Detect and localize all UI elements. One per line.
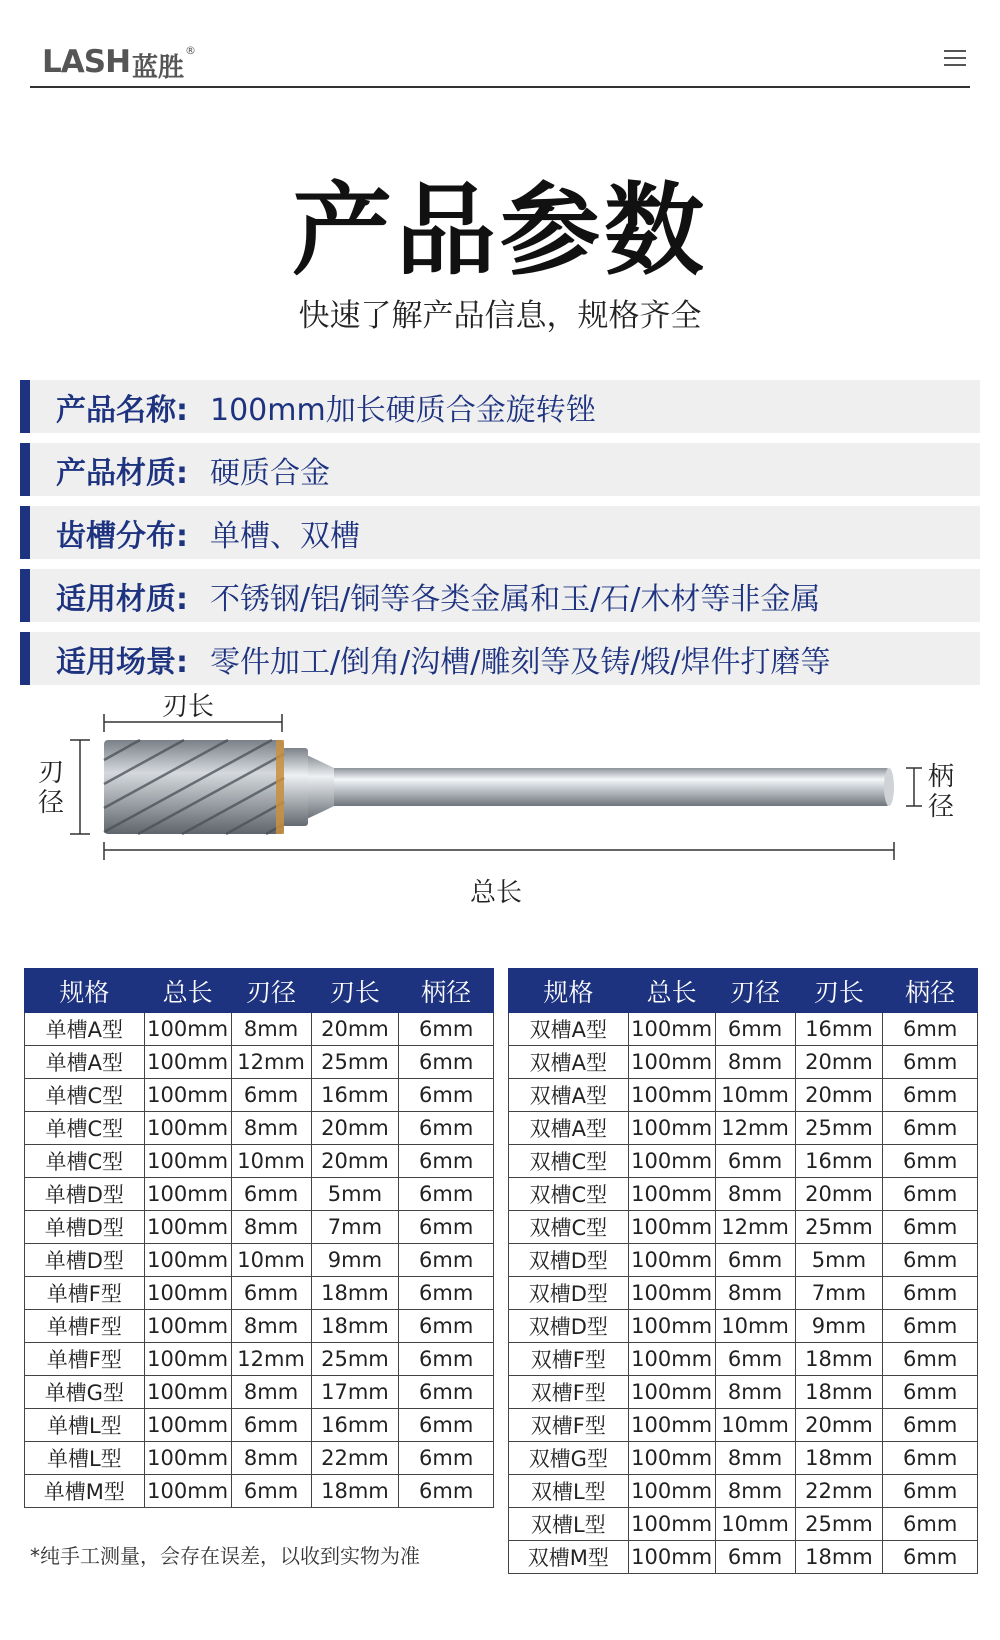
table-cell: 6mm [883,1046,978,1079]
table-cell: 6mm [883,1310,978,1343]
table-cell: 双槽G型 [509,1442,629,1475]
table-cell: 6mm [399,1244,494,1277]
table-cell: 12mm [231,1343,311,1376]
table-cell: 7mm [311,1211,399,1244]
measurement-note: *纯手工测量，会存在误差，以收到实物为准 [30,1544,420,1568]
table-cell: 6mm [715,1244,795,1277]
table-row [509,1211,978,1244]
table-cell: 100mm [628,1079,715,1112]
logo-chinese-text: 蓝胜 [132,53,185,83]
table-cell: 6mm [399,1277,494,1310]
table-cell: 100mm [628,1178,715,1211]
table-row [25,1376,494,1409]
table-cell: 20mm [795,1178,883,1211]
table-row [25,1178,494,1211]
table-cell: 18mm [795,1376,883,1409]
table-cell: 18mm [795,1343,883,1376]
table-row [25,1442,494,1475]
table-cell: 双槽A型 [509,1079,629,1112]
table-cell: 6mm [883,1112,978,1145]
table-cell: 单槽D型 [25,1178,145,1211]
column-header-spec: 规格 [509,969,629,1013]
table-cell: 100mm [628,1046,715,1079]
table-cell: 100mm [144,1343,231,1376]
table-cell: 25mm [795,1211,883,1244]
column-header-blade-length: 刃长 [795,969,883,1013]
table-cell: 单槽F型 [25,1310,145,1343]
table-cell: 100mm [144,1079,231,1112]
table-cell: 9mm [311,1244,399,1277]
table-cell: 16mm [311,1409,399,1442]
table-cell: 100mm [144,1244,231,1277]
table-cell: 10mm [715,1310,795,1343]
table-cell: 6mm [399,1310,494,1343]
table-cell: 12mm [715,1112,795,1145]
table-cell: 100mm [628,1475,715,1508]
table-cell: 单槽C型 [25,1145,145,1178]
table-cell: 100mm [144,1112,231,1145]
column-header-spec: 规格 [25,969,145,1013]
table-cell: 10mm [231,1145,311,1178]
table-cell: 6mm [399,1112,494,1145]
table-cell: 6mm [231,1079,311,1112]
info-key: 适用场景: [56,644,188,680]
table-row [25,1211,494,1244]
table-cell: 100mm [144,1310,231,1343]
table-cell: 100mm [144,1442,231,1475]
table-cell: 6mm [883,1277,978,1310]
table-row [509,1442,978,1475]
table-row [25,1046,494,1079]
table-cell: 9mm [795,1310,883,1343]
table-cell: 8mm [715,1046,795,1079]
table-cell: 6mm [883,1145,978,1178]
table-cell: 20mm [311,1145,399,1178]
table-cell: 8mm [231,1310,311,1343]
table-cell: 单槽D型 [25,1211,145,1244]
table-cell: 6mm [399,1376,494,1409]
table-cell: 双槽A型 [509,1013,629,1046]
table-header-row [509,969,978,1013]
table-cell: 8mm [231,1211,311,1244]
table-cell: 单槽C型 [25,1112,145,1145]
table-cell: 单槽L型 [25,1442,145,1475]
column-header-blade-length: 刃长 [311,969,399,1013]
table-cell: 16mm [795,1145,883,1178]
column-header-total-length: 总长 [144,969,231,1013]
table-cell: 8mm [231,1013,311,1046]
table-cell: 16mm [311,1079,399,1112]
table-cell: 6mm [883,1376,978,1409]
table-cell: 6mm [883,1442,978,1475]
table-cell: 22mm [311,1442,399,1475]
table-cell: 6mm [231,1475,311,1508]
table-cell: 6mm [883,1508,978,1541]
table-cell: 100mm [144,1013,231,1046]
table-cell: 8mm [231,1112,311,1145]
table-cell: 100mm [628,1409,715,1442]
product-info-list [20,380,980,695]
table-cell: 双槽L型 [509,1475,629,1508]
table-cell: 100mm [628,1145,715,1178]
table-cell: 20mm [795,1046,883,1079]
table-cell: 6mm [883,1475,978,1508]
table-cell: 100mm [628,1211,715,1244]
logo-latin-text: LASH [42,44,131,80]
table-cell: 18mm [311,1310,399,1343]
table-row [25,1013,494,1046]
table-cell: 双槽F型 [509,1409,629,1442]
table-cell: 12mm [715,1211,795,1244]
table-cell: 100mm [144,1145,231,1178]
table-header-row [25,969,494,1013]
table-cell: 6mm [231,1409,311,1442]
table-cell: 单槽C型 [25,1079,145,1112]
table-cell: 8mm [715,1376,795,1409]
table-cell: 10mm [715,1409,795,1442]
table-cell: 7mm [795,1277,883,1310]
table-cell: 25mm [311,1343,399,1376]
table-cell: 100mm [144,1211,231,1244]
table-row [25,1409,494,1442]
info-value: 零件加工/倒角/沟槽/雕刻等及铸/煅/焊件打磨等 [210,644,831,680]
table-cell: 12mm [231,1046,311,1079]
table-row [25,1310,494,1343]
table-cell: 6mm [399,1145,494,1178]
table-cell: 6mm [399,1013,494,1046]
table-row [25,1079,494,1112]
table-cell: 100mm [628,1541,715,1574]
table-cell: 100mm [144,1409,231,1442]
table-cell: 100mm [144,1376,231,1409]
table-cell: 单槽D型 [25,1244,145,1277]
registered-mark: ® [185,44,197,57]
info-value: 100mm加长硬质合金旋转锉 [210,392,596,428]
table-cell: 双槽A型 [509,1112,629,1145]
brand-logo[interactable] [42,44,196,84]
info-row-flute [20,506,980,559]
table-cell: 双槽D型 [509,1277,629,1310]
total-length-label: 总长 [470,878,523,908]
table-cell: 8mm [715,1178,795,1211]
table-cell: 单槽A型 [25,1013,145,1046]
table-cell: 18mm [795,1541,883,1574]
column-header-shank-diameter: 柄径 [399,969,494,1013]
table-cell: 5mm [795,1244,883,1277]
single-flute-spec-table [24,968,494,1508]
table-cell: 8mm [715,1442,795,1475]
info-value: 硬质合金 [210,455,330,491]
table-cell: 25mm [795,1508,883,1541]
table-cell: 6mm [399,1343,494,1376]
column-header-blade-diameter: 刃径 [715,969,795,1013]
table-row [25,1244,494,1277]
table-row [509,1046,978,1079]
blade-diameter-label-2: 径 [38,788,65,818]
table-cell: 5mm [311,1178,399,1211]
info-key: 产品名称: [56,392,188,428]
table-row [509,1013,978,1046]
table-cell: 10mm [715,1508,795,1541]
table-cell: 双槽C型 [509,1145,629,1178]
page-title: 产品参数 [292,172,708,289]
info-row-material [20,443,980,496]
table-cell: 18mm [311,1277,399,1310]
table-row [25,1277,494,1310]
table-cell: 6mm [883,1079,978,1112]
table-cell: 20mm [795,1409,883,1442]
column-header-shank-diameter: 柄径 [883,969,978,1013]
table-row [509,1178,978,1211]
table-cell: 100mm [628,1442,715,1475]
table-cell: 双槽A型 [509,1046,629,1079]
table-cell: 6mm [715,1343,795,1376]
table-cell: 100mm [144,1046,231,1079]
table-cell: 6mm [883,1244,978,1277]
table-row [509,1376,978,1409]
table-row [509,1112,978,1145]
table-cell: 100mm [628,1112,715,1145]
table-cell: 22mm [795,1475,883,1508]
table-cell: 单槽A型 [25,1046,145,1079]
table-cell: 17mm [311,1376,399,1409]
table-cell: 6mm [715,1541,795,1574]
table-cell: 20mm [311,1013,399,1046]
table-cell: 100mm [628,1277,715,1310]
table-row [509,1277,978,1310]
table-cell: 双槽D型 [509,1310,629,1343]
table-cell: 100mm [628,1310,715,1343]
info-row-name [20,380,980,433]
table-cell: 8mm [231,1442,311,1475]
table-cell: 10mm [715,1079,795,1112]
table-cell: 6mm [883,1013,978,1046]
blade-diameter-label-1: 刃 [38,758,65,788]
info-value: 不锈钢/铝/铜等各类金属和玉/石/木材等非金属 [210,581,821,617]
info-key: 产品材质: [56,455,188,491]
table-cell: 双槽F型 [509,1343,629,1376]
double-flute-spec-table [508,968,978,1574]
table-row [509,1310,978,1343]
table-cell: 6mm [715,1013,795,1046]
table-cell: 6mm [883,1343,978,1376]
info-value: 单槽、双槽 [210,518,360,554]
table-cell: 6mm [883,1541,978,1574]
info-row-applicable-material [20,569,980,622]
table-cell: 100mm [144,1277,231,1310]
table-cell: 18mm [795,1442,883,1475]
table-cell: 20mm [795,1079,883,1112]
table-cell: 100mm [628,1244,715,1277]
table-row [25,1475,494,1508]
table-row [509,1145,978,1178]
table-cell: 双槽C型 [509,1211,629,1244]
table-cell: 6mm [399,1442,494,1475]
table-cell: 6mm [231,1277,311,1310]
shank-diameter-label-2: 径 [928,792,955,822]
table-cell: 6mm [399,1079,494,1112]
table-cell: 6mm [883,1409,978,1442]
table-cell: 20mm [311,1112,399,1145]
table-cell: 25mm [795,1112,883,1145]
table-cell: 双槽C型 [509,1178,629,1211]
table-cell: 8mm [715,1475,795,1508]
info-key: 适用材质: [56,581,188,617]
table-cell: 100mm [628,1508,715,1541]
table-cell: 6mm [883,1211,978,1244]
table-row [509,1508,978,1541]
table-cell: 100mm [628,1343,715,1376]
table-cell: 6mm [231,1178,311,1211]
table-cell: 双槽D型 [509,1244,629,1277]
table-cell: 100mm [144,1178,231,1211]
table-cell: 6mm [715,1145,795,1178]
info-row-applicable-scene [20,632,980,685]
info-key: 齿槽分布: [56,518,188,554]
page-subtitle: 快速了解产品信息，规格齐全 [298,298,702,334]
table-cell: 6mm [399,1475,494,1508]
table-cell: 双槽M型 [509,1541,629,1574]
shank-diameter-label-1: 柄 [928,762,955,792]
table-row [509,1244,978,1277]
column-header-blade-diameter: 刃径 [231,969,311,1013]
table-cell: 单槽M型 [25,1475,145,1508]
column-header-total-length: 总长 [628,969,715,1013]
table-cell: 16mm [795,1013,883,1046]
table-cell: 双槽L型 [509,1508,629,1541]
table-cell: 双槽F型 [509,1376,629,1409]
table-cell: 单槽G型 [25,1376,145,1409]
table-cell: 100mm [628,1376,715,1409]
hamburger-menu-icon[interactable] [944,50,966,68]
table-cell: 8mm [231,1376,311,1409]
table-cell: 100mm [628,1013,715,1046]
table-row [509,1079,978,1112]
blade-length-label: 刃长 [162,692,215,722]
table-cell: 单槽F型 [25,1277,145,1310]
table-cell: 单槽L型 [25,1409,145,1442]
table-cell: 100mm [144,1475,231,1508]
table-row [509,1475,978,1508]
page-header [30,38,970,88]
table-cell: 6mm [883,1178,978,1211]
table-row [25,1343,494,1376]
table-cell: 18mm [311,1475,399,1508]
table-cell: 6mm [399,1178,494,1211]
table-cell: 6mm [399,1211,494,1244]
burr-dimension-diagram [0,692,1000,920]
table-cell: 6mm [399,1046,494,1079]
table-row [25,1145,494,1178]
table-row [25,1112,494,1145]
table-cell: 25mm [311,1046,399,1079]
table-cell: 6mm [399,1409,494,1442]
table-row [509,1343,978,1376]
table-cell: 8mm [715,1277,795,1310]
table-row [509,1541,978,1574]
table-row [509,1409,978,1442]
table-cell: 单槽F型 [25,1343,145,1376]
table-cell: 10mm [231,1244,311,1277]
